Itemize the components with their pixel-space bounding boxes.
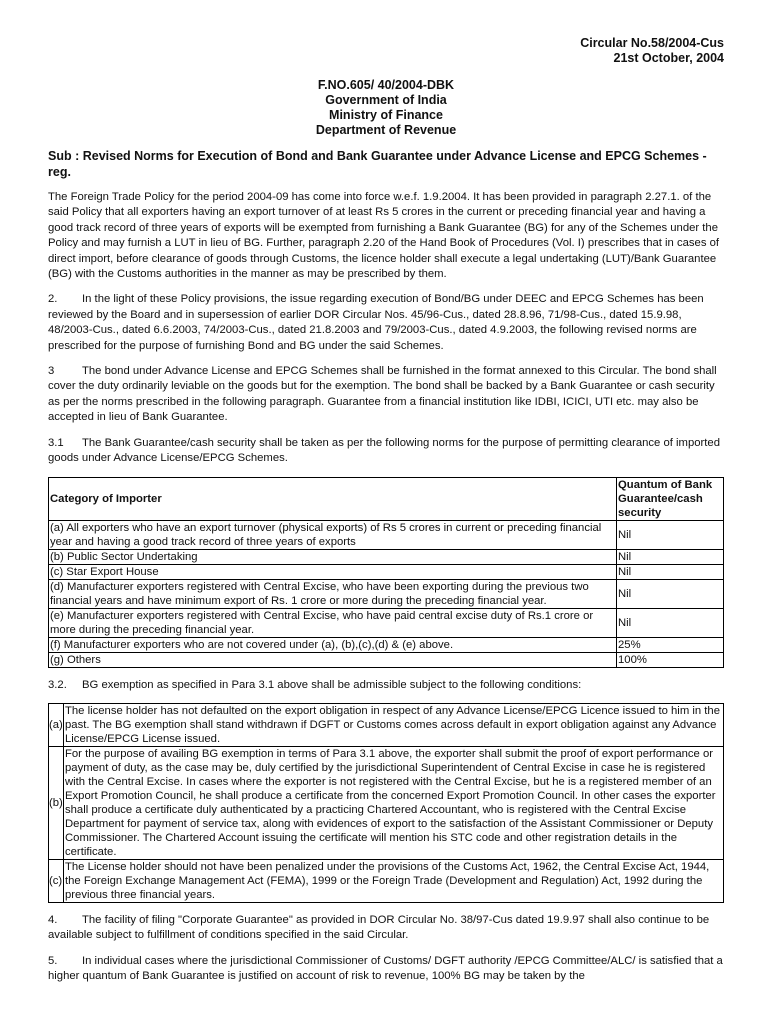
table-row <box>49 579 724 608</box>
quantum-cell: 25% <box>617 637 724 652</box>
circular-number: Circular No.58/2004-Cus <box>580 36 724 50</box>
file-number: F.NO.605/ 40/2004-DBK <box>317 78 455 92</box>
table-row <box>49 746 724 859</box>
paragraph-text: The bond under Advance License and EPCG Schemes shall be furnished in the format annexed to this Circular. The bond shall cover the duty ordinarily leviable on the goods but for the exemption. The bond shall be backed by a Bank Guarantee or cash security as per the norms prescribed in the following paragraph. Guarantee from a financial institution like IDBI, ICICI, UTI etc. may also be accepted in lieu of Bank Guarantee. <box>48 365 717 424</box>
quantum-cell: Nil <box>617 579 724 608</box>
paragraph-number: 2. <box>48 293 58 306</box>
issuing-authority <box>48 78 724 138</box>
paragraph-3-2 <box>48 678 724 693</box>
quantum-cell: Nil <box>617 520 724 549</box>
table-row <box>49 703 724 746</box>
bg-exemption-conditions-table <box>48 703 724 903</box>
paragraph-3-1 <box>48 436 724 467</box>
paragraph-number: 3.1 <box>48 436 64 449</box>
condition-label: (c) <box>49 859 64 902</box>
paragraph-2 <box>48 292 724 354</box>
paragraph-text: The Bank Guarantee/cash security shall be taken as per the following norms for the purpose of permitting clearance of imported goods under Advance License/EPCG Schemes. <box>48 436 720 465</box>
table-row <box>49 608 724 637</box>
condition-label: (b) <box>49 746 64 859</box>
paragraph-3 <box>48 364 724 426</box>
paragraph-number: 3 <box>48 365 55 378</box>
condition-text: For the purpose of availing BG exemption in terms of Para 3.1 above, the exporter shall submit the proof of export performance or payment of duty, as the case may be, duly certified by the jurisdictional Superintendent of Central Excise in case he is registered with the Central Excise. In cases where the exporter is not registered with the Central Excise, but he is a registered member of an Export Promotion Council, he shall produce a certificate from the concerned Export Promotion Council. In other cases the exporter shall produce a certificate duly authenticated by a practicing Chartered Accountant, who is registered with the Central Excise Department for payment of service tax, along with evidences of export to the satisfaction of the Assistant Commissioner or Deputy Commissioner. The Chartered Account issuing the certificate will mention his STC code and other registration details in the certificate. <box>64 746 724 859</box>
paragraph-intro: The Foreign Trade Policy for the period 2004-09 has come into force w.e.f. 1.9.2004. It has been provided in paragraph 2.27.1. of the said Policy that all exporters having an export turnover of at least Rs 5 crores in the current or preceding financial year and having a good track record of three years of exports will be exempted from furnishing a Bank Guarantee (BG) for any of the Schemes under the Policy and may furnish a LUT in lieu of BG. Further, paragraph 2.20 of the Hand Book of Procedures (Vol. I) prescribes that in cases of direct import, before clearance of goods through Customs, the licence holder shall execute a legal undertaking (LUT)/Bank Guarantee (BG) with the Customs authorities in the manner as may be prescribed by them. <box>48 191 720 281</box>
category-cell: (c) Star Export House <box>49 564 617 579</box>
table-header-row <box>49 477 724 520</box>
category-cell: (d) Manufacturer exporters registered with Central Excise, who have been exporting during the previous two financial years and have minimum export of Rs. 1 crore or more during the preceding financial year. <box>49 579 617 608</box>
circular-header <box>48 36 724 66</box>
paragraph-number: 3.2. <box>48 678 67 691</box>
table-row <box>49 637 724 652</box>
column-header-category: Category of Importer <box>49 477 617 520</box>
paragraph-text: In the light of these Policy provisions, the issue regarding execution of Bond/BG under DEEC and EPCG Schemes has been reviewed by the Board and in supersession of earlier DOR Circular Nos. 45/96-Cus., dated 28.8.96, 71/98-Cus., dated 15.9.98, 48/2003-Cus., dated 6.6.2003, 74/2003-Cus., dated 21.8.2003 and 79/2003-Cus., dated 4.9.2003, the following revised norms are prescribed for the purpose of furnishing Bond and BG under the said Schemes. <box>48 293 704 352</box>
table-row <box>49 652 724 667</box>
subject-line: Sub : Revised Norms for Execution of Bond and Bank Guarantee under Advance License and EPCG Schemes - reg. <box>48 149 707 179</box>
paragraph-text: In individual cases where the jurisdictional Commissioner of Customs/ DGFT authority /EPCG Committee/ALC/ is satisfied that a higher quantum of Bank Guarantee is justified on account of risk to revenue, 100% BG may be taken by the <box>48 954 723 983</box>
table-row <box>49 564 724 579</box>
category-cell: (a) All exporters who have an export turnover (physical exports) of Rs 5 crores in current or preceding financial year and having a good track record of three years of exports <box>49 520 617 549</box>
condition-text: The License holder should not have been penalized under the provisions of the Customs Act, 1962, the Central Excise Act, 1944, the Foreign Exchange Management Act (FEMA), 1999 or the Foreign Trade (Development and Regulation) Act, 1992 during the previous three financial years. <box>64 859 724 902</box>
circular-date: 21st October, 2004 <box>613 51 724 65</box>
paragraph-5 <box>48 954 724 985</box>
document-page <box>48 36 724 985</box>
table-row <box>49 520 724 549</box>
government: Government of India <box>325 93 447 107</box>
paragraph-text: BG exemption as specified in Para 3.1 above shall be admissible subject to the following conditions: <box>82 678 582 691</box>
quantum-cell: Nil <box>617 608 724 637</box>
paragraph-text: The facility of filing "Corporate Guarantee" as provided in DOR Circular No. 38/97-Cus dated 19.9.97 shall also continue to be available subject to fulfillment of conditions specified in the said Circular. <box>48 913 710 942</box>
quantum-cell: Nil <box>617 564 724 579</box>
column-header-quantum: Quantum of Bank Guarantee/cash security <box>617 477 724 520</box>
condition-text: The license holder has not defaulted on the export obligation in respect of any Advance License/EPCG Licence issued to him in the past. The BG exemption shall stand withdrawn if DGFT or Customs comes across default in export obligation against any Advance License/EPCG License issued. <box>64 703 724 746</box>
category-cell: (f) Manufacturer exporters who are not covered under (a), (b),(c),(d) & (e) above. <box>49 637 617 652</box>
category-cell: (b) Public Sector Undertaking <box>49 549 617 564</box>
bank-guarantee-norms-table <box>48 477 724 668</box>
table-row <box>49 859 724 902</box>
ministry: Ministry of Finance <box>329 108 443 122</box>
department: Department of Revenue <box>315 123 457 137</box>
paragraph-4 <box>48 913 724 944</box>
category-cell: (g) Others <box>49 652 617 667</box>
paragraph-number: 5. <box>48 954 58 967</box>
condition-label: (a) <box>49 703 64 746</box>
quantum-cell: 100% <box>617 652 724 667</box>
category-cell: (e) Manufacturer exporters registered with Central Excise, who have paid central excise duty of Rs.1 crore or more during the preceding financial year. <box>49 608 617 637</box>
paragraph-number: 4. <box>48 913 58 926</box>
quantum-cell: Nil <box>617 549 724 564</box>
table-row <box>49 549 724 564</box>
